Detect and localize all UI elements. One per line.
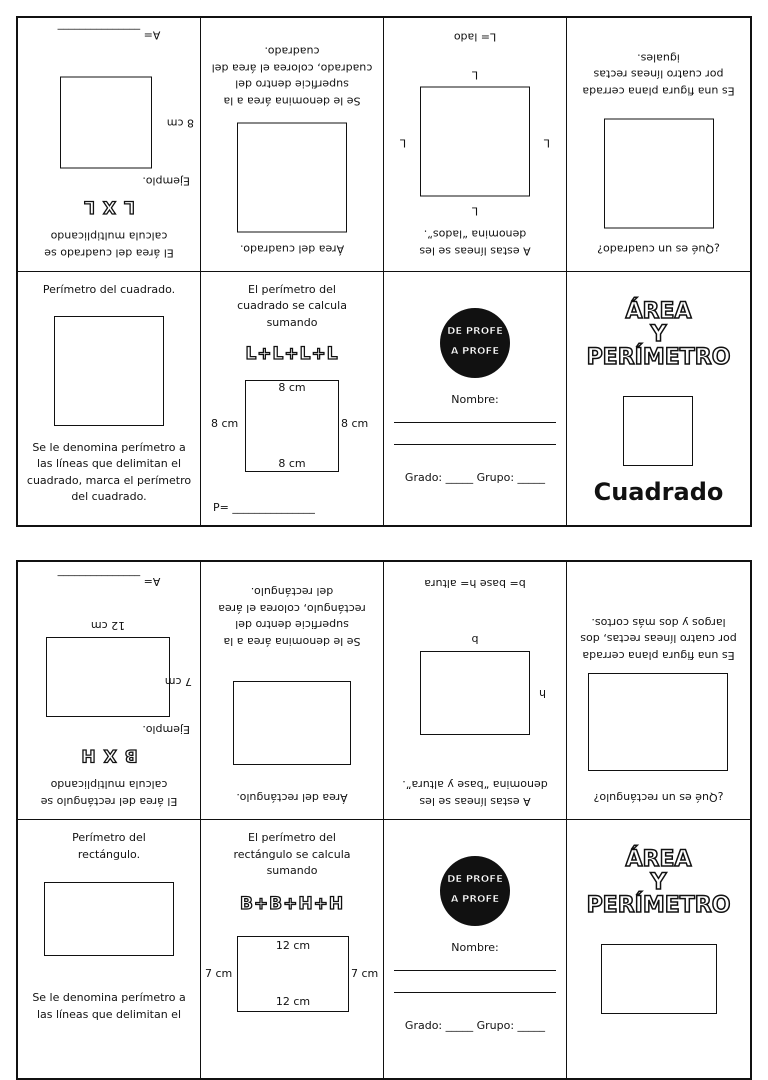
lado-left: L [543, 136, 550, 150]
lado-right: L [400, 136, 407, 150]
panel-perimetro-calc-rectangulo [201, 820, 384, 1078]
lados-text: A estas líneas se les denomina “base y altura”. [402, 778, 548, 808]
nombre-line-1[interactable] [394, 970, 556, 971]
perimetro-calc: El perímetro del rectángulo se calcula sumando [233, 831, 351, 877]
panel-perimetro-def-cuadrado [18, 272, 201, 526]
grado-grupo[interactable]: Grado: _____ Grupo: _____ [404, 470, 546, 484]
ejemplo-rect [46, 637, 170, 717]
perimetro-square[interactable] [54, 316, 164, 426]
cover-title: ÁREA Y PERÍMETRO [586, 847, 731, 919]
panel-perimetro-calc-cuadrado [201, 272, 384, 526]
cover-title: ÁREA Y PERÍMETRO [586, 298, 731, 370]
nombre-label: Nombre: [451, 941, 499, 954]
dim-left: 8 cm [211, 416, 239, 430]
panel-cover-cuadrado [567, 272, 750, 526]
area-calc-text: El área del rectángulo se calcula multiplicando [40, 778, 178, 808]
perimetro-rect[interactable] [44, 882, 174, 956]
perimetro-title: Perímetro del rectángulo. [72, 831, 146, 861]
panel-cover-rectangulo [567, 820, 750, 1078]
perimetro-calc: El perímetro del cuadrado se calcula sumando [237, 282, 347, 329]
grado-grupo[interactable]: Grado: _____ Grupo: _____ [404, 1019, 546, 1032]
ejemplo-w: 12 cm [90, 619, 126, 632]
booklet-cuadrado [16, 16, 752, 527]
lado-top: L [471, 68, 479, 82]
dim-bottom: 12 cm [275, 995, 311, 1008]
area-title: Área del cuadrado. [239, 242, 345, 256]
area-square[interactable] [237, 123, 347, 233]
panel-nombre-cuadrado [384, 272, 567, 526]
base-letter: b [471, 633, 479, 646]
altura-letter: h [539, 687, 546, 700]
definicion: Es una figura plana cerrada por cuatro líneas rectas, dos largos y dos más cortos. [580, 616, 737, 662]
cover-square [623, 396, 693, 466]
dim-right: 8 cm [341, 416, 369, 430]
lado-legend: L= lado [453, 30, 497, 44]
area-answer[interactable]: A= _______________ [57, 28, 161, 42]
panel-perimetro-def-rectangulo [18, 820, 201, 1078]
que-es-rect [588, 673, 728, 771]
perimetro-formula: L+L+L+L [245, 343, 339, 364]
perimetro-def: Se le denomina perímetro a las líneas que delimitan el [32, 991, 186, 1021]
dim-left: 7 cm [205, 967, 233, 980]
booklet-rectangulo [16, 560, 752, 1080]
area-rect[interactable] [233, 681, 351, 765]
panel-area-calc-cuadrado [18, 18, 201, 272]
cover-rect [601, 944, 717, 1014]
perimetro-def: Se le denomina perímetro a las líneas que delimitan el cuadrado, marca el perímetro del cuadrado. [26, 440, 192, 503]
ejemplo-label: Ejemplo. [142, 174, 190, 188]
panel-area-def-rectangulo [201, 562, 384, 820]
perimetro-title: Perímetro del cuadrado. [42, 282, 176, 296]
nombre-label: Nombre: [451, 392, 499, 406]
nombre-line-2[interactable] [394, 992, 556, 993]
panel-que-es-rectangulo [567, 562, 750, 820]
que-es: ¿Qué es un cuadrado? [597, 242, 720, 256]
que-es: ¿Qué es un rectángulo? [593, 791, 724, 804]
lados-text: A estas líneas se les denomina “lados”. [419, 228, 531, 258]
perimetro-answer[interactable]: P= _______________ [213, 500, 315, 514]
logo-de-profe-a-profe: DE PROFE A PROFE [440, 856, 510, 926]
perimetro-formula: B+B+H+H [239, 894, 345, 914]
lados-square [420, 87, 530, 197]
lado-bottom: L [471, 204, 479, 218]
panel-area-def-cuadrado [201, 18, 384, 272]
ejemplo-h: 7 cm [164, 675, 192, 688]
dim-right: 7 cm [351, 967, 379, 980]
panel-nombre-rectangulo [384, 820, 567, 1078]
nombre-line-1[interactable] [394, 422, 556, 423]
legend: b= base h= altura [424, 577, 526, 590]
que-es-square [604, 119, 714, 229]
dim-top: 12 cm [275, 939, 311, 952]
nombre-line-2[interactable] [394, 444, 556, 445]
panel-area-calc-rectangulo [18, 562, 201, 820]
area-formula: L X L [83, 196, 135, 217]
dim-bottom: 8 cm [278, 456, 306, 470]
ejemplo-dim: 8 cm [166, 116, 194, 130]
area-answer[interactable]: A= _______________ [57, 575, 161, 588]
cover-shape-name: Cuadrado [593, 477, 724, 506]
logo-de-profe-a-profe: DE PROFE A PROFE [440, 308, 510, 378]
dim-top: 8 cm [278, 380, 306, 394]
area-calc-text: El área del cuadrado se calcula multiplicando [44, 230, 174, 260]
area-title: Área del rectángulo. [236, 791, 348, 804]
panel-base-altura-rectangulo [384, 562, 567, 820]
definicion: Es una figura plana cerrada por cuatro líneas rectas iguales. [582, 51, 735, 98]
area-def: Se le denomina área a la superficie dentro del rectángulo, colorea el área del rectángulo. [218, 585, 366, 648]
area-formula: B X H [80, 745, 138, 765]
panel-lados-cuadrado [384, 18, 567, 272]
base-altura-rect [420, 651, 530, 735]
panel-que-es-cuadrado [567, 18, 750, 272]
ejemplo-label: Ejemplo. [142, 723, 190, 736]
ejemplo-square [60, 77, 152, 169]
area-def: Se le denomina área a la superficie dentro del cuadrado, colorea el área del cuadrado. [211, 45, 373, 108]
